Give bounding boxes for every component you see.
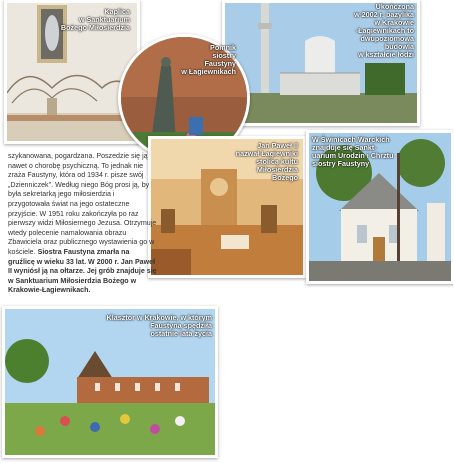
article-body [8, 152, 158, 296]
caption-swinice: W Świnicach Warckich znajduje się Sankt- uarium Urodzin i Chrztu siostry Faustyny [312, 135, 394, 168]
caption-bazylika: Ukończona w 2002 r. bazylika w Krakowie -Łagiewnikach to dwupoziomowa budowla w kształcie łodzi [354, 2, 414, 59]
caption-klasztor: Klasztor w Krakowie, w którym Faustyna spędziła ostatnie lata życia [106, 313, 212, 338]
article-paragraph-bold: Siostra Faustyna zmarła na gruźlicę w wieku 33 lat. W 2000 r. Jan Paweł II wyniósł ją na ołtarze. Jej grób znajduje się w Sanktuarium Miłosierdzia Bożego w Krakowie-Łagiewnikach. [8, 247, 157, 295]
caption-jan-pawel: Jan Paweł II nazwał Łagiewniki stolicą kultu Miłosierdzia Bożego [235, 141, 298, 182]
caption-pomnik: Pomnik siostry Faustyny w Łagiewnikach [181, 43, 236, 76]
caption-kaplica: Kaplica w Sanktuarium Bożego Miłosierdzia [60, 7, 130, 32]
article-paragraph-regular: szykanowana, pogardzana. Poszedzie się ją nawet o chorobę psychiczną. To jednak nie zraża Faustyny, która od 1934 r. pisze swój „Dzienniczek". Według niego Bóg prosi ją, by była sekretarką jego miłosierdzia i przygotowała świat na jego ostateczne przyjście. W 1951 roku zakończyła po raz pierwszy widzi Miłosiernego Jezusa. Otrzymuje wtedy polecenie namalowania obrazu Zbawiciela oraz publicznego wystawienia go w kościele. [8, 152, 157, 256]
